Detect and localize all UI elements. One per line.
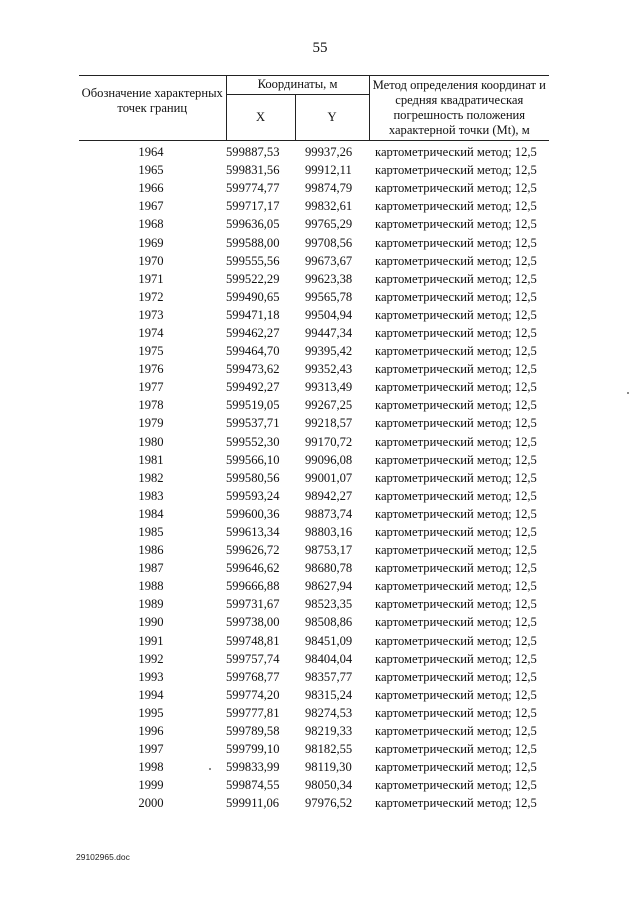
x-cell: 599799,10 (226, 742, 280, 757)
y-cell: 99623,38 (305, 271, 353, 286)
method-cell: картометрический метод; 12,5 (375, 325, 537, 340)
table-header (79, 76, 549, 141)
point-cell: 1975 (138, 344, 164, 359)
method-cell: картометрический метод; 12,5 (375, 796, 537, 811)
x-cell: 599777,81 (226, 705, 280, 720)
point-cell: 1992 (138, 651, 164, 666)
header-y: Y (295, 94, 369, 140)
table-row (79, 306, 549, 324)
x-cell: 599555,56 (226, 253, 280, 268)
x-cell: 599626,72 (226, 543, 280, 558)
x-cell: 599757,74 (226, 651, 280, 666)
point-cell: 1991 (138, 633, 164, 648)
header-method: Метод определения координат и средняя квадратическая погрешность положения характерной точки (Mt), м (369, 76, 549, 141)
x-cell: 599911,06 (226, 796, 280, 811)
method-cell: картометрический метод; 12,5 (375, 163, 537, 178)
x-cell: 599537,71 (226, 416, 280, 431)
footer-filename: 29102965.doc (76, 852, 130, 862)
table-row (79, 215, 549, 233)
point-cell: 1980 (138, 434, 164, 449)
y-cell: 99096,08 (305, 452, 353, 467)
point-cell: 1970 (138, 253, 164, 268)
point-cell: 1993 (138, 669, 164, 684)
x-cell: 599566,10 (226, 452, 280, 467)
point-cell: 1981 (138, 452, 164, 467)
point-cell: 1969 (138, 235, 164, 250)
table-row (79, 686, 549, 704)
method-cell: картометрический метод; 12,5 (375, 705, 537, 720)
y-cell: 98627,94 (305, 579, 353, 594)
table-row (79, 288, 549, 306)
x-cell: 599646,62 (226, 561, 280, 576)
method-cell: картометрический метод; 12,5 (375, 525, 537, 540)
method-cell: картометрический метод; 12,5 (375, 452, 537, 467)
method-cell: картометрический метод; 12,5 (375, 669, 537, 684)
y-cell: 98050,34 (305, 778, 353, 793)
x-cell: 599666,88 (226, 579, 280, 594)
x-cell: 599789,58 (226, 724, 280, 739)
method-cell: картометрический метод; 12,5 (375, 217, 537, 232)
point-cell: 1967 (138, 199, 164, 214)
point-cell: 1989 (138, 597, 164, 612)
x-cell: 599464,70 (226, 344, 280, 359)
point-cell: 1997 (138, 742, 164, 757)
method-cell: картометрический метод; 12,5 (375, 416, 537, 431)
y-cell: 99504,94 (305, 307, 353, 322)
x-cell: 599731,67 (226, 597, 280, 612)
point-cell: 1966 (138, 181, 164, 196)
point-cell: 1978 (138, 398, 164, 413)
point-cell: 1977 (138, 380, 164, 395)
x-cell: 599600,36 (226, 506, 280, 521)
x-cell: 599774,77 (226, 181, 280, 196)
y-cell: 99218,57 (305, 416, 353, 431)
table-row (79, 233, 549, 251)
page-number: 55 (312, 40, 328, 56)
header-point-designation: Обозначение характерных точек границ (79, 76, 226, 141)
x-cell: 599522,29 (226, 271, 280, 286)
method-cell: картометрический метод; 12,5 (375, 760, 537, 775)
method-cell: картометрический метод; 12,5 (375, 506, 537, 521)
x-cell: 599593,24 (226, 488, 280, 503)
point-cell: 1996 (138, 724, 164, 739)
method-cell: картометрический метод; 12,5 (375, 470, 537, 485)
method-cell: картометрический метод; 12,5 (375, 181, 537, 196)
y-cell: 99170,72 (305, 434, 353, 449)
x-cell: 599774,20 (226, 687, 280, 702)
point-cell: 1984 (138, 506, 164, 521)
x-cell: 599552,30 (226, 434, 280, 449)
y-cell: 98508,86 (305, 615, 353, 630)
y-cell: 98357,77 (305, 669, 353, 684)
method-cell: картометрический метод; 12,5 (375, 724, 537, 739)
y-cell: 99267,25 (305, 398, 353, 413)
y-cell: 99447,34 (305, 325, 353, 340)
method-cell: картометрический метод; 12,5 (375, 271, 537, 286)
method-cell: картометрический метод; 12,5 (375, 398, 537, 413)
x-cell: 599833,99 (226, 760, 280, 775)
method-cell: картометрический метод; 12,5 (375, 543, 537, 558)
method-cell: картометрический метод; 12,5 (375, 651, 537, 666)
table-row (79, 505, 549, 523)
table-body (79, 141, 549, 813)
method-cell: картометрический метод; 12,5 (375, 199, 537, 214)
table-row (79, 179, 549, 197)
x-cell: 599473,62 (226, 362, 280, 377)
y-cell: 98274,53 (305, 705, 353, 720)
method-cell: картометрический метод; 12,5 (375, 597, 537, 612)
x-cell: 599874,55 (226, 778, 280, 793)
table-row (79, 595, 549, 613)
table-row (79, 270, 549, 288)
x-cell: 599748,81 (226, 633, 280, 648)
table-row (79, 342, 549, 360)
scan-speck (627, 392, 629, 394)
x-cell: 599613,34 (226, 525, 280, 540)
method-cell: картометрический метод; 12,5 (375, 253, 537, 268)
x-cell: 599471,18 (226, 307, 280, 322)
x-cell: 599519,05 (226, 398, 280, 413)
table-row (79, 559, 549, 577)
table-row (79, 650, 549, 668)
y-cell: 99565,78 (305, 289, 353, 304)
table-row (79, 740, 549, 758)
y-cell: 99874,79 (305, 181, 353, 196)
point-cell: 1999 (138, 778, 164, 793)
y-cell: 99001,07 (305, 470, 353, 485)
point-cell: 1998 (138, 760, 164, 775)
table-row (79, 161, 549, 179)
table-row (79, 360, 549, 378)
method-cell: картометрический метод; 12,5 (375, 488, 537, 503)
point-cell: 1973 (138, 307, 164, 322)
method-cell: картометрический метод; 12,5 (375, 579, 537, 594)
table-row (79, 378, 549, 396)
table-row (79, 722, 549, 740)
method-cell: картометрический метод; 12,5 (375, 307, 537, 322)
method-cell: картометрический метод; 12,5 (375, 380, 537, 395)
y-cell: 99673,67 (305, 253, 353, 268)
table-row (79, 141, 549, 162)
y-cell: 98182,55 (305, 742, 353, 757)
table-row (79, 523, 549, 541)
table-row (79, 433, 549, 451)
table-row (79, 487, 549, 505)
method-cell: картометрический метод; 12,5 (375, 145, 537, 160)
point-cell: 1983 (138, 488, 164, 503)
y-cell: 98315,24 (305, 687, 353, 702)
y-cell: 98219,33 (305, 724, 353, 739)
y-cell: 99395,42 (305, 344, 353, 359)
table-row (79, 577, 549, 595)
y-cell: 99313,49 (305, 380, 353, 395)
point-cell: 1987 (138, 561, 164, 576)
method-cell: картометрический метод; 12,5 (375, 434, 537, 449)
x-cell: 599831,56 (226, 163, 280, 178)
table-row (79, 632, 549, 650)
x-cell: 599717,17 (226, 199, 280, 214)
x-cell: 599768,77 (226, 669, 280, 684)
table-row (79, 776, 549, 794)
y-cell: 99352,43 (305, 362, 353, 377)
y-cell: 97976,52 (305, 796, 353, 811)
point-cell: 1979 (138, 416, 164, 431)
y-cell: 98803,16 (305, 525, 353, 540)
header-x: X (226, 94, 295, 140)
table-row (79, 613, 549, 631)
table-row (79, 794, 549, 812)
y-cell: 99765,29 (305, 217, 353, 232)
point-cell: 1986 (138, 543, 164, 558)
table-row (79, 396, 549, 414)
point-cell: 1995 (138, 705, 164, 720)
point-cell: 1990 (138, 615, 164, 630)
table-row (79, 704, 549, 722)
y-cell: 98119,30 (305, 760, 352, 775)
scan-speck (209, 768, 211, 770)
x-cell: 599636,05 (226, 217, 280, 232)
table-row (79, 541, 549, 559)
y-cell: 98753,17 (305, 543, 353, 558)
method-cell: картометрический метод; 12,5 (375, 344, 537, 359)
point-cell: 1976 (138, 362, 164, 377)
method-cell: картометрический метод; 12,5 (375, 778, 537, 793)
method-cell: картометрический метод; 12,5 (375, 687, 537, 702)
table-row (79, 324, 549, 342)
method-cell: картометрический метод; 12,5 (375, 561, 537, 576)
point-cell: 1974 (138, 325, 164, 340)
table-row (79, 414, 549, 432)
method-cell: картометрический метод; 12,5 (375, 742, 537, 757)
table-row (79, 668, 549, 686)
x-cell: 599738,00 (226, 615, 280, 630)
y-cell: 99832,61 (305, 199, 353, 214)
y-cell: 98451,09 (305, 633, 353, 648)
method-cell: картометрический метод; 12,5 (375, 362, 537, 377)
table-row (79, 197, 549, 215)
method-cell: картометрический метод; 12,5 (375, 633, 537, 648)
point-cell: 1994 (138, 687, 164, 702)
y-cell: 98942,27 (305, 488, 353, 503)
method-cell: картометрический метод; 12,5 (375, 289, 537, 304)
table-row (79, 451, 549, 469)
table-row (79, 252, 549, 270)
coordinates-table (79, 75, 549, 812)
x-cell: 599588,00 (226, 235, 280, 250)
point-cell: 1971 (138, 271, 164, 286)
y-cell: 99937,26 (305, 145, 353, 160)
point-cell: 1985 (138, 525, 164, 540)
point-cell: 1965 (138, 163, 164, 178)
y-cell: 99912,11 (305, 163, 352, 178)
point-cell: 1968 (138, 217, 164, 232)
point-cell: 1964 (138, 145, 164, 160)
y-cell: 98680,78 (305, 561, 353, 576)
y-cell: 99708,56 (305, 235, 353, 250)
method-cell: картометрический метод; 12,5 (375, 615, 537, 630)
point-cell: 1972 (138, 289, 164, 304)
y-cell: 98523,35 (305, 597, 353, 612)
point-cell: 2000 (138, 796, 164, 811)
x-cell: 599462,27 (226, 325, 280, 340)
table-row (79, 469, 549, 487)
x-cell: 599580,56 (226, 470, 280, 485)
y-cell: 98404,04 (305, 651, 353, 666)
x-cell: 599887,53 (226, 145, 280, 160)
y-cell: 98873,74 (305, 506, 353, 521)
table-row (79, 758, 549, 776)
x-cell: 599490,65 (226, 289, 280, 304)
method-cell: картометрический метод; 12,5 (375, 235, 537, 250)
x-cell: 599492,27 (226, 380, 280, 395)
point-cell: 1982 (138, 470, 164, 485)
header-coordinates: Координаты, м (226, 76, 369, 95)
point-cell: 1988 (138, 579, 164, 594)
